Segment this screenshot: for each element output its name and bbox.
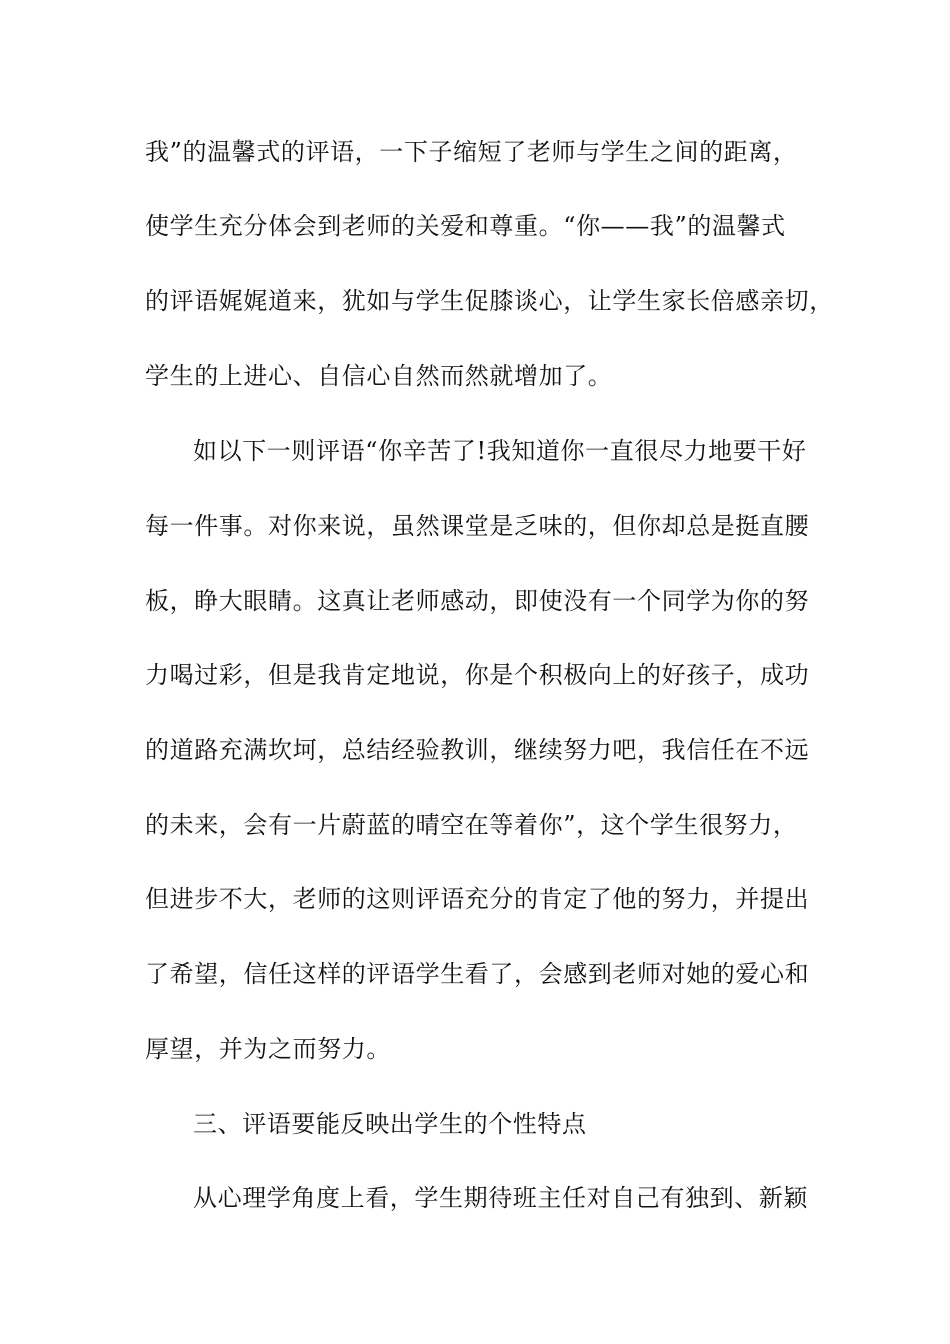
paragraph-line: 如以下一则评语“你辛苦了!我知道你一直很尽力地要干好 <box>193 437 807 465</box>
paragraph-line: 使学生充分体会到老师的关爱和尊重。“你——我”的温馨式 <box>145 212 786 240</box>
paragraph-line: 从心理学角度上看，学生期待班主任对自己有独到、新颖 <box>193 1184 808 1212</box>
paragraph-line: 力喝过彩，但是我肯定地说，你是个积极向上的好孩子，成功 <box>145 661 810 689</box>
section-heading: 三、评语要能反映出学生的个性特点 <box>193 1110 587 1138</box>
paragraph-line: 的未来，会有一片蔚蓝的晴空在等着你”，这个学生很努力， <box>145 811 798 839</box>
paragraph-line: 了希望，信任这样的评语学生看了，会感到老师对她的爱心和 <box>145 960 810 988</box>
paragraph-line: 的道路充满坎坷，总结经验教训，继续努力吧，我信任在不远 <box>145 736 810 764</box>
paragraph-line: 厚望，并为之而努力。 <box>145 1035 391 1063</box>
paragraph-line: 板，睁大眼睛。这真让老师感动，即使没有一个同学为你的努 <box>145 587 810 615</box>
paragraph-line: 的评语娓娓道来，犹如与学生促膝谈心，让学生家长倍感亲切， <box>145 287 834 315</box>
paragraph-line: 学生的上进心、自信心自然而然就增加了。 <box>145 362 613 390</box>
paragraph-line: 但进步不大，老师的这则评语充分的肯定了他的努力，并提出 <box>145 885 810 913</box>
paragraph-line: 我”的温馨式的评语，一下子缩短了老师与学生之间的距离， <box>145 138 798 166</box>
paragraph-line: 每一件事。对你来说，虽然课堂是乏味的，但你却总是挺直腰 <box>145 512 810 540</box>
